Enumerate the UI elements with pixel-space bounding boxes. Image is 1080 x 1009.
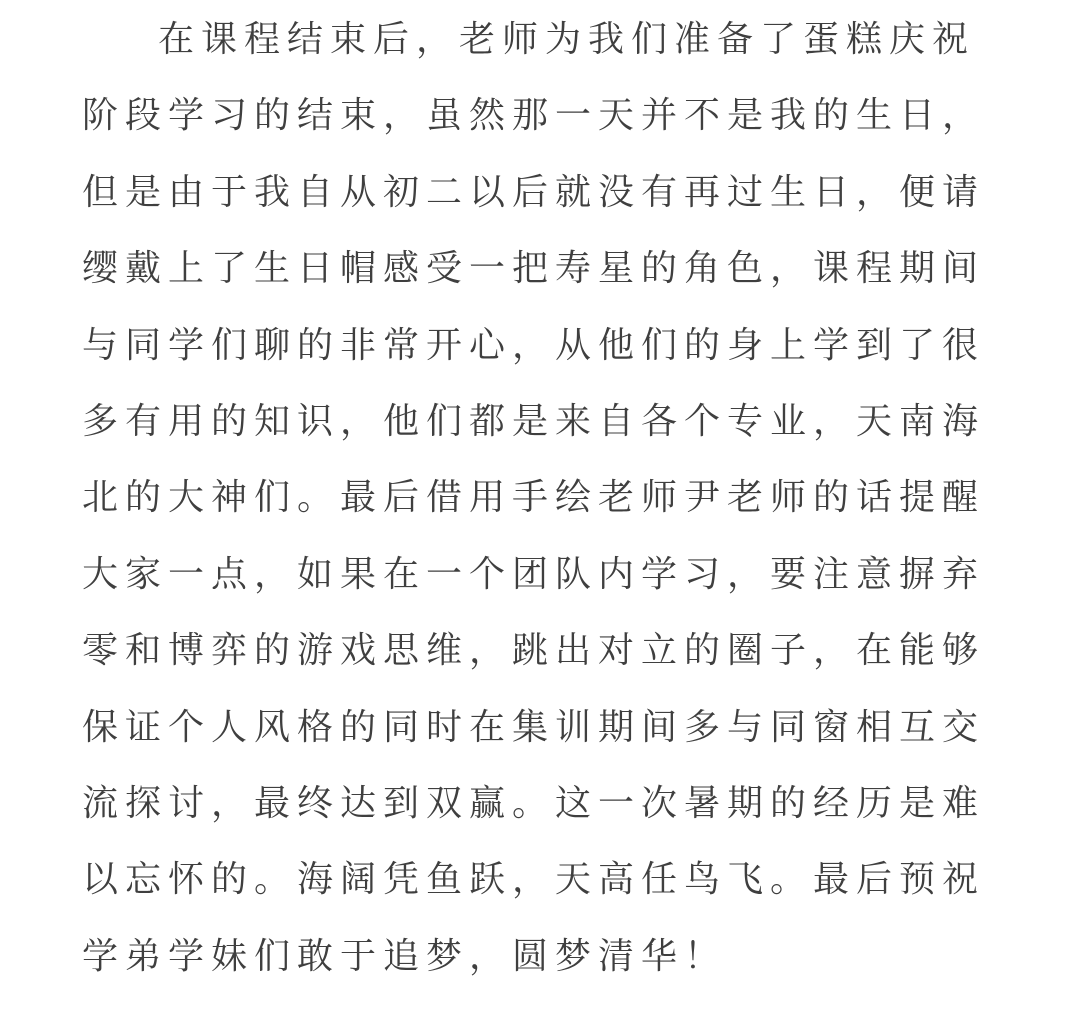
paragraph-line-7: 北的大神们。最后借用手绘老师尹老师的话提醒 [82, 477, 986, 519]
paragraph-line-3: 但是由于我自从初二以后就没有再过生日，便请 [82, 171, 986, 213]
paragraph-line-1: 在课程结束后，老师为我们准备了蛋糕庆祝 [158, 19, 976, 60]
paragraph-line-10: 保证个人风格的同时在集训期间多与同窗相互交 [82, 706, 986, 748]
paragraph-line-13: 学弟学妹们敢于追梦，圆梦清华！ [82, 935, 728, 977]
article-paragraph [82, 14, 998, 1007]
paragraph-line-12: 以忘怀的。海阔凭鱼跃，天高任鸟飞。最后预祝 [82, 859, 986, 901]
paragraph-line-2: 阶段学习的结束，虽然那一天并不是我的生日， [82, 95, 986, 137]
paragraph-line-6: 多有用的知识，他们都是来自各个专业，天南海 [82, 400, 986, 442]
paragraph-line-5: 与同学们聊的非常开心，从他们的身上学到了很 [82, 324, 986, 366]
paragraph-line-4: 缨戴上了生日帽感受一把寿星的角色，课程期间 [82, 248, 986, 290]
paragraph-line-8: 大家一点，如果在一个团队内学习，要注意摒弃 [82, 553, 986, 595]
paragraph-line-9: 零和博弈的游戏思维，跳出对立的圈子，在能够 [82, 630, 986, 672]
paragraph-line-11: 流探讨，最终达到双赢。这一次暑期的经历是难 [82, 782, 986, 824]
